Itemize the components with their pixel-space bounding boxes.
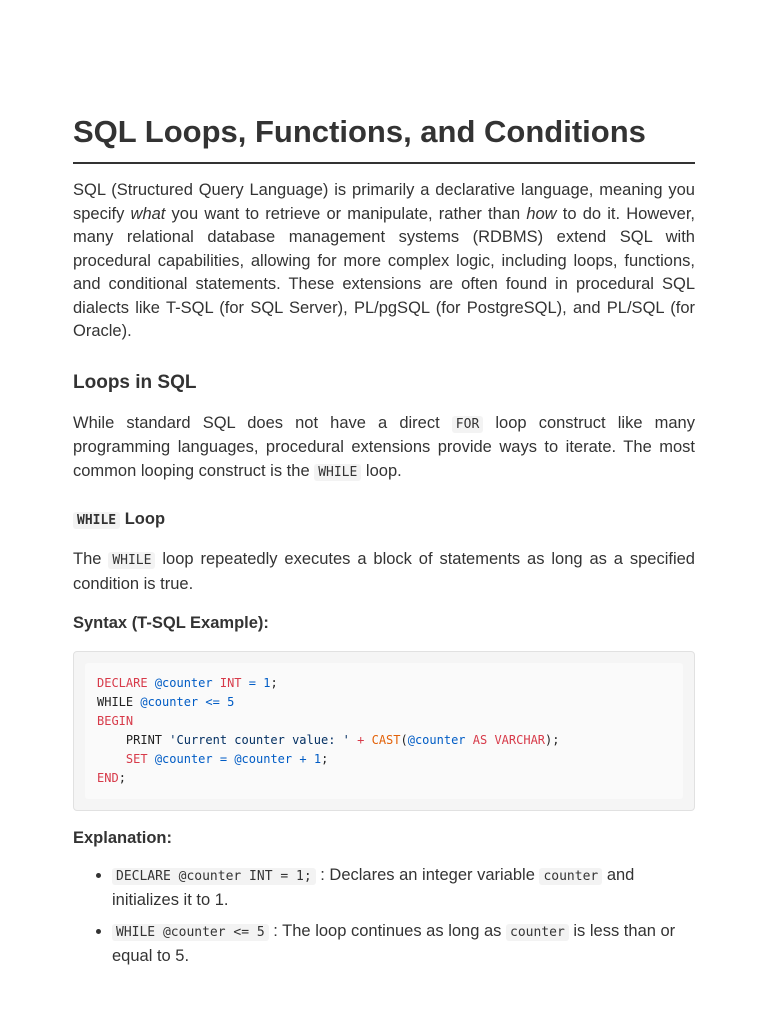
loops-text-2: loop construct like many programming languages, procedural extensions provide ways to iterate. The most common looping construct is the [73,413,695,480]
explanation-list [73,864,695,968]
bullet-text-end: is less than or equal to 5. [112,922,676,965]
while-text-2: loop repeatedly executes a block of statements as long as a specified condition is true. [73,550,695,593]
explanation-label: Explanation: [73,828,173,847]
bullet-text-end: and initializes it to 1. [112,866,635,909]
bullet-code: DECLARE @counter INT = 1; [112,868,316,885]
bullet-code-counter: counter [539,868,602,885]
bullet-text: : Declares an integer variable [315,866,540,884]
loops-text-3: loop. [361,461,402,480]
while-text-1: The [73,550,109,568]
code-content[interactable] [85,663,683,799]
intro-emphasis-what: what [130,204,166,223]
bullet-text: : The loop continues as long as [268,922,506,940]
loops-heading: Loops in SQL [73,371,197,393]
list-item [112,864,695,912]
loops-text-1: While standard SQL does not have a direct [73,413,452,432]
inline-code-for: FOR [452,416,483,433]
code-line-5: SET @counter = @counter + 1; [125,751,329,766]
while-paragraph [73,548,695,596]
code-line-2: WHILE @counter <= 5 [97,694,235,709]
while-heading-code: WHILE [73,512,120,529]
bullet-code: WHILE @counter <= 5 [112,924,269,941]
code-line-4: PRINT 'Current counter value: ' + CAST(@counter AS VARCHAR); [125,732,560,747]
inline-code-while: WHILE [314,464,361,481]
intro-paragraph [73,179,695,344]
intro-text-1: SQL (Structured Query Language) is primarily a declarative language, meaning you specify [73,181,695,223]
loops-paragraph [73,412,695,485]
inline-code-while-2: WHILE [108,552,155,569]
code-line-6: END; [97,770,126,785]
intro-text-2: you want to retrieve or manipulate, rather than [165,204,527,223]
while-loop-heading [73,506,695,534]
code-line-3: BEGIN [97,713,134,728]
intro-text-3: to do it. However, many relational database management systems (RDBMS) extend SQL with procedural capabilities, allowing for more complex logic, including loops, functions, and conditional statements. These extensions are often found in procedural SQL dialects like T-SQL (for SQL Server), PL/pgSQL (for PostgreSQL), and PL/SQL (for Oracle). [73,204,696,340]
while-heading-text: Loop [120,510,166,528]
syntax-label: Syntax (T-SQL Example): [73,614,269,632]
intro-emphasis-how: how [526,204,557,223]
page-title: SQL Loops, Functions, and Conditions [73,112,695,164]
code-block [73,651,695,811]
article-content [73,112,695,976]
bullet-code-counter: counter [506,924,569,941]
code-line-1: DECLARE @counter INT = 1; [97,675,278,690]
list-item [112,920,695,968]
